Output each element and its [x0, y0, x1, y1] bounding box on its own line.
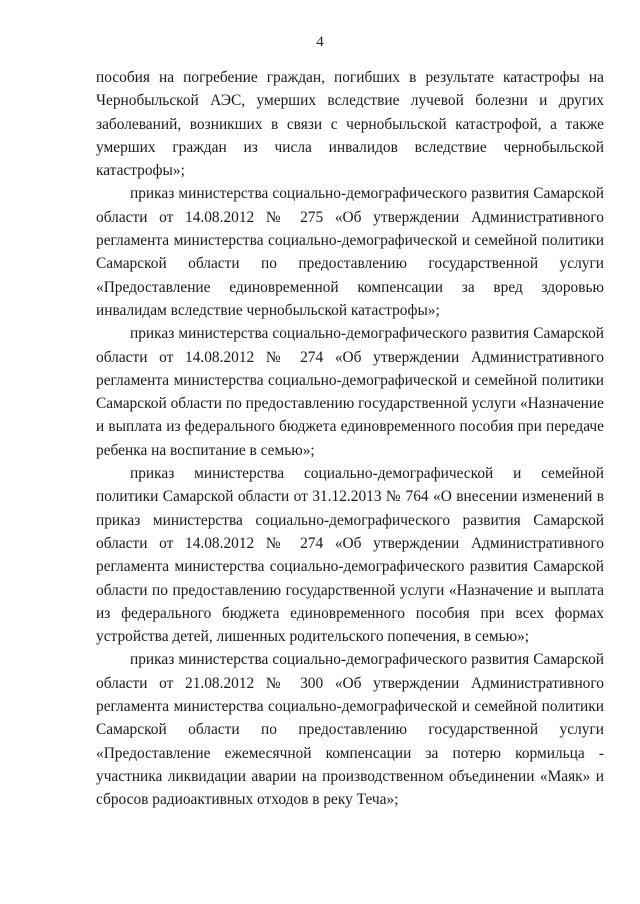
paragraph-continuation: пособия на погребение граждан, погибших в результате катастрофы на Чернобыльской АЭС, умерших вследствие лучевой болезни и других заболеваний, возникших в связи с чернобыльской катастрофой, а также умерших граждан из числа инвалидов вследствие чернобыльской катастрофы»; — [96, 69, 604, 180]
paragraph-order-300: приказ министерства социально-демографического развития Самарской области от 21.08.2012 № 300 «Об утверждении Административного регламента министерства социально-демографической и семейной политики Самарской области по предоставлению государственной услуги «Предоставление ежемесячной компенсации за потерю кормильца - участника ликвидации аварии на производственном объединении «Маяк» и сбросов радиоактивных отходов в реку Теча»; — [96, 651, 604, 809]
paragraph-order-274: приказ министерства социально-демографического развития Самарской области от 14.08.2012 № 274 «Об утверждении Административного регламента министерства социально-демографической и семейной политики Самарской области по предоставлению государственной услуги «Назначение и выплата из федерального бюджета единовременного пособия при передаче ребенка на воспитание в семью»; — [96, 325, 604, 459]
document-body — [96, 66, 604, 812]
paragraph-order-275: приказ министерства социально-демографического развития Самарской области от 14.08.2012 № 275 «Об утверждении Административного регламента министерства социально-демографической и семейной политики Самарской области по предоставлению государственной услуги «Предоставление единовременной компенсации за вред здоровью инвалидам вследствие чернобыльской катастрофы»; — [96, 185, 604, 319]
page-number: 4 — [316, 34, 324, 50]
paragraph-order-764: приказ министерства социально-демографической и семейной политики Самарской области от 31.12.2013 № 764 «О внесении изменений в приказ министерства социально-демографического развития Самарской области от 14.08.2012 № 274 «Об утверждении Административного регламента министерства социально-демографического развития Самарской области по предоставлению государственной услуги «Назначение и выплата из федерального бюджета единовременного пособия при всех формах устройства детей, лишенных родительского попечения, в семью»; — [96, 465, 604, 646]
